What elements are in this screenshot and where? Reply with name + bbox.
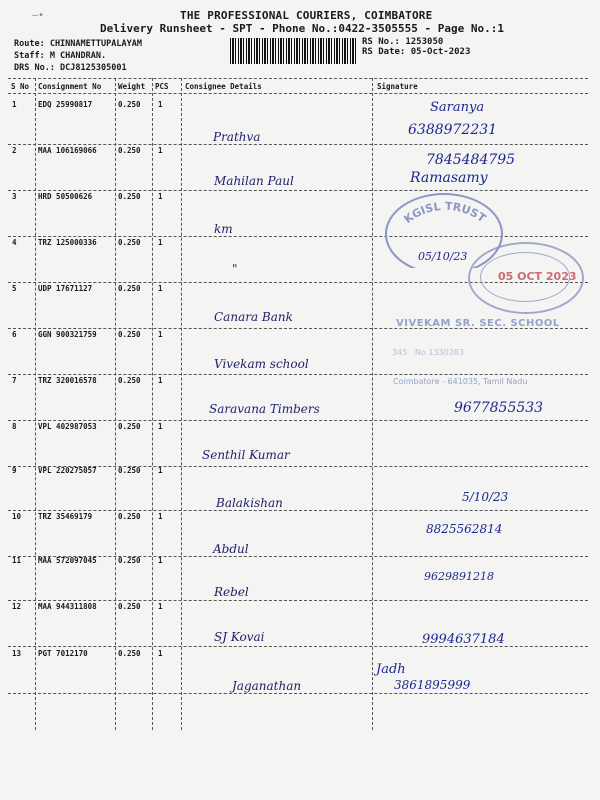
row-consignment-no: MAA 944311808 xyxy=(38,602,97,611)
row-divider xyxy=(8,374,588,375)
svg-text:KGISL TRUST xyxy=(401,200,488,226)
row-weight: 0.250 xyxy=(118,146,141,155)
row-pcs: 1 xyxy=(158,146,163,155)
row-sno: 6 xyxy=(12,330,17,339)
row-consignment-no: HRD 50500626 xyxy=(38,192,93,201)
row-pcs: 1 xyxy=(158,422,163,431)
row-pcs: 1 xyxy=(158,238,163,247)
drs-number: DRS No.: DCJ8125305001 xyxy=(14,63,127,73)
col-header-weight: Weight xyxy=(118,82,146,91)
row-consignment-no: UDP 17671127 xyxy=(38,284,93,293)
row-consignee-handwritten: Canara Bank xyxy=(214,310,293,324)
row-weight: 0.250 xyxy=(118,100,141,109)
row-weight: 0.250 xyxy=(118,376,141,385)
row-consignee-handwritten: Balakishan xyxy=(216,496,283,510)
row-pcs: 1 xyxy=(158,649,163,658)
school-stamp-address: Coimbatore - 641035, Tamil Nadu xyxy=(393,377,528,386)
row-consignment-no: TRZ 320016578 xyxy=(38,376,97,385)
row-signature: Saranya xyxy=(430,100,485,115)
row-consignment-no: MAA 572097045 xyxy=(38,556,97,565)
row-consignment-no: PGT 7012170 xyxy=(38,649,88,658)
row-consignment-no: VPL 402987053 xyxy=(38,422,97,431)
row-pcs: 1 xyxy=(158,330,163,339)
row-divider xyxy=(8,646,588,647)
row-consignee-handwritten: Saravana Timbers xyxy=(209,402,320,416)
date-stamp-text: 05 OCT 2023 xyxy=(498,270,577,283)
row-signature-note: 7845484795 xyxy=(426,152,516,168)
row-pcs: 1 xyxy=(158,512,163,521)
school-stamp-name: VIVEKAM SR. SEC. SCHOOL xyxy=(396,318,560,329)
row-sno: 10 xyxy=(12,512,22,521)
row-signature-note: 9994637184 xyxy=(422,632,505,647)
row-consignee-handwritten: km xyxy=(214,222,233,236)
row-signature-note: 9629891218 xyxy=(424,570,494,583)
barcode-image xyxy=(230,38,356,64)
row-pcs: 1 xyxy=(158,466,163,475)
row-sno: 2 xyxy=(12,146,17,155)
row-sno: 7 xyxy=(12,376,17,385)
row-consignee-handwritten: Jaganathan xyxy=(232,679,302,693)
row-consignee-handwritten: Mahilan Paul xyxy=(214,174,294,188)
row-consignee-handwritten: SJ Kovai xyxy=(214,630,265,644)
col-divider xyxy=(115,78,116,730)
row-consignment-no: TRZ 125000336 xyxy=(38,238,97,247)
row-pcs: 1 xyxy=(158,602,163,611)
row-consignee-handwritten: " xyxy=(232,262,238,276)
school-stamp-number: 345 No 1330283 xyxy=(392,348,464,357)
rs-number: RS No.: 1253050 xyxy=(362,37,444,47)
trust-stamp-text: KGISL TRUST xyxy=(401,199,489,227)
row-sno: 1 xyxy=(12,100,17,109)
row-divider xyxy=(8,600,588,601)
col-header-signature: Signature xyxy=(377,82,418,91)
row-sno: 3 xyxy=(12,192,17,201)
col-header-pcs: PCS xyxy=(155,82,169,91)
row-divider xyxy=(8,144,588,145)
row-consignee-handwritten: Senthil Kumar xyxy=(202,448,290,462)
row-weight: 0.250 xyxy=(118,192,141,201)
row-consignee-handwritten: Vivekam school xyxy=(214,357,309,371)
row-consignee-handwritten: Rebel xyxy=(214,585,249,599)
row-signature-note: 3861895999 xyxy=(394,678,471,692)
row-sno: 11 xyxy=(12,556,22,565)
row-sno: 8 xyxy=(12,422,17,431)
corner-mark: —• xyxy=(32,10,45,21)
row-weight: 0.250 xyxy=(118,466,141,475)
col-divider xyxy=(181,78,182,730)
staff-label: Staff: M CHANDRAN. xyxy=(14,51,107,61)
row-signature-note: 05/10/23 xyxy=(418,250,468,263)
row-consignment-no: TRZ 35469179 xyxy=(38,512,93,521)
row-weight: 0.250 xyxy=(118,602,141,611)
col-header-consignment: Consignment No xyxy=(38,82,102,91)
row-weight: 0.250 xyxy=(118,330,141,339)
row-weight: 0.250 xyxy=(118,238,141,247)
row-sno: 9 xyxy=(12,466,17,475)
runsheet-subtitle: Delivery Runsheet - SPT - Phone No.:0422-3505555 - Page No.:1 xyxy=(100,22,504,35)
row-signature-note: 9677855533 xyxy=(454,400,544,416)
row-pcs: 1 xyxy=(158,100,163,109)
rs-date: RS Date: 05-Oct-2023 xyxy=(362,47,471,57)
row-sno: 12 xyxy=(12,602,22,611)
col-header-consignee: Consignee Details xyxy=(185,82,262,91)
row-pcs: 1 xyxy=(158,376,163,385)
row-signature-note: 8825562814 xyxy=(426,522,503,536)
row-pcs: 1 xyxy=(158,556,163,565)
table-top-rule xyxy=(8,78,588,79)
row-consignee-handwritten: Prathva xyxy=(213,130,261,144)
row-pcs: 1 xyxy=(158,284,163,293)
row-weight: 0.250 xyxy=(118,422,141,431)
company-title: THE PROFESSIONAL COURIERS, COIMBATORE xyxy=(180,9,433,22)
col-header-sno: S No xyxy=(11,82,30,91)
row-signature-note: 6388972231 xyxy=(408,122,498,138)
row-divider xyxy=(8,510,588,511)
row-consignment-no: MAA 106169066 xyxy=(38,146,97,155)
route-label: Route: CHINNAMETTUPALAYAM xyxy=(14,39,142,49)
header-bottom-rule xyxy=(8,93,588,94)
row-signature: Jadh xyxy=(376,662,406,677)
row-sno: 13 xyxy=(12,649,22,658)
row-divider xyxy=(8,693,588,694)
row-weight: 0.250 xyxy=(118,649,141,658)
row-weight: 0.250 xyxy=(118,284,141,293)
row-sno: 5 xyxy=(12,284,17,293)
row-signature-note: 5/10/23 xyxy=(462,490,509,504)
row-consignment-no: EDQ 25990817 xyxy=(38,100,93,109)
col-divider xyxy=(372,78,373,730)
row-consignment-no: GGN 900321759 xyxy=(38,330,97,339)
row-pcs: 1 xyxy=(158,192,163,201)
row-divider xyxy=(8,420,588,421)
row-signature: Ramasamy xyxy=(410,170,488,186)
row-consignee-handwritten: Abdul xyxy=(213,542,249,556)
row-weight: 0.250 xyxy=(118,512,141,521)
row-sno: 4 xyxy=(12,238,17,247)
col-divider xyxy=(35,78,36,730)
date-stamp xyxy=(468,242,584,314)
row-weight: 0.250 xyxy=(118,556,141,565)
row-consignment-no: VPL 220275057 xyxy=(38,466,97,475)
col-divider xyxy=(152,78,153,730)
